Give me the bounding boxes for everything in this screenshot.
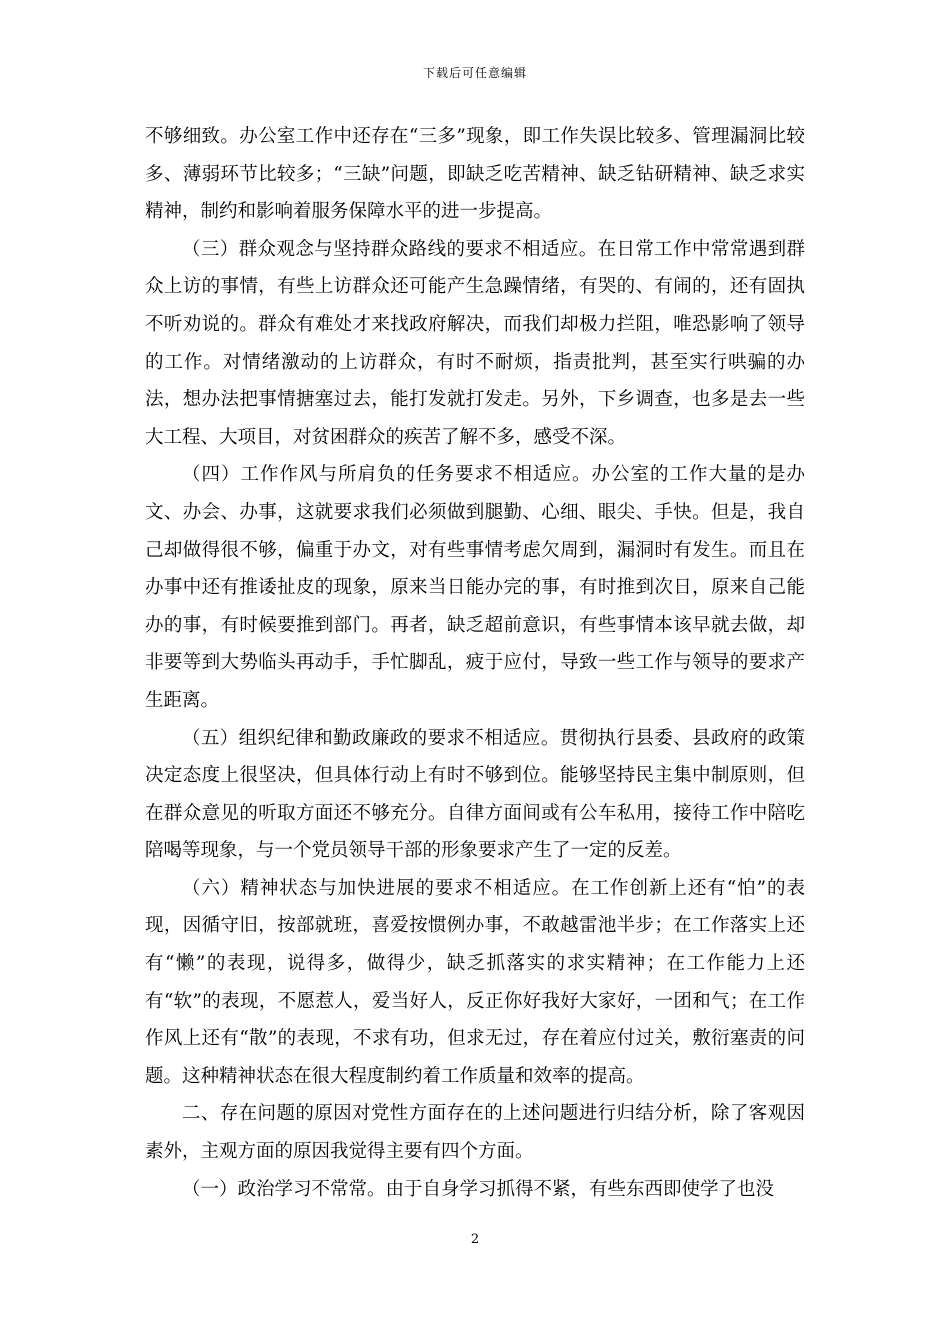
paragraph-section-3: （三）群众观念与坚持群众路线的要求不相适应。在日常工作中常常遇到群众上访的事情，有些上访群众还可能产生急躁情绪，有哭的、有闹的，还有固执不听劝说的。群众有难处才来找政府解决，而我们却极力拦阻，唯恐影响了领导的工作。对情绪激动的上访群众，有时不耐烦，指责批判，甚至实行哄骗的办法，想办法把事情搪塞过去，能打发就打发走。另外，下乡调查，也多是去一些大工程、大项目，对贫困群众的疾苦了解不多，感受不深。 <box>145 238 805 448</box>
paragraph-part-2: 二、存在问题的原因对党性方面存在的上述问题进行归结分析，除了客观因素外，主观方面的原因我觉得主要有四个方面。 <box>145 1103 805 1163</box>
paragraph-section-4: （四）工作作风与所肩负的任务要求不相适应。办公室的工作大量的是办文、办会、办事，这就要求我们必须做到腿勤、心细、眼尖、手快。但是，我自己却做得很不够，偏重于办文，对有些事情考虑欠周到，漏洞时有发生。而且在办事中还有推诿扯皮的现象，原来当日能办完的事，有时推到次日，原来自己能办的事，有时候要推到部门。再者，缺乏超前意识，有些事情本该早就去做，却非要等到大势临头再动手，手忙脚乱，疲于应付，导致一些工作与领导的要求产生距离。 <box>145 464 805 711</box>
document-body <box>145 118 805 1208</box>
paragraph-section-5: （五）组织纪律和勤政廉政的要求不相适应。贯彻执行县委、县政府的政策决定态度上很坚决，但具体行动上有时不够到位。能够坚持民主集中制原则，但在群众意见的听取方面还不够充分。自律方面间或有公车私用，接待工作中陪吃陪喝等现象，与一个党员领导干部的形象要求产生了一定的反差。 <box>145 727 805 862</box>
paragraph-section-6: （六）精神状态与加快进展的要求不相适应。在工作创新上还有“怕”的表现，因循守旧，按部就班，喜爱按惯例办事，不敢越雷池半步；在工作落实上还有“懒”的表现，说得多，做得少，缺乏抓落实的求实精神；在工作能力上还有“软”的表现，不愿惹人，爱当好人，反正你好我好大家好，一团和气；在工作作风上还有“散”的表现，不求有功，但求无过，存在着应付过关，敷衍塞责的问题。这种精神状态在很大程度制约着工作质量和效率的提高。 <box>145 877 805 1087</box>
paragraph-continuation: 不够细致。办公室工作中还存在“三多”现象，即工作失误比较多、管理漏洞比较多、薄弱环节比较多；“三缺”问题，即缺乏吃苦精神、缺乏钻研精神、缺乏求实精神，制约和影响着服务保障水平的进一步提高。 <box>145 126 805 223</box>
paragraph-part-2-section-1: （一）政治学习不常常。由于自身学习抓得不紧，有些东西即使学了也没 <box>182 1178 775 1200</box>
page-header: 下载后可任意编辑 <box>422 66 527 80</box>
page-number: 2 <box>470 1232 480 1247</box>
